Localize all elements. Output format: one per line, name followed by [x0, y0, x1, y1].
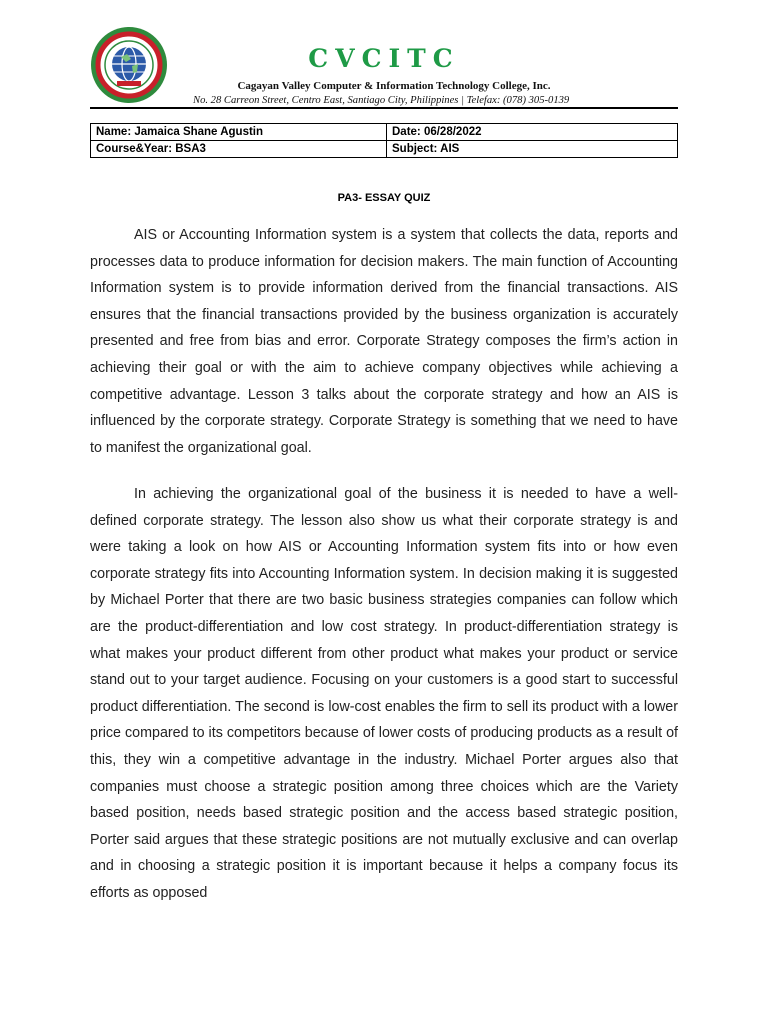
info-row: [91, 124, 678, 141]
college-full-name: Cagayan Valley Computer & Information Technology College, Inc.: [237, 80, 551, 92]
essay-paragraph-2: In achieving the organizational goal of the business it is needed to have a well-defined corporate strategy. The lesson also show us what their corporate strategy is and were taking a look on how AIS or Accounting Information system fits into or how even corporate strategy fits into Accounting Information system. In decision making it is suggested by Michael Porter that there are two basic business strategies companies can follow which are the product-differentiation and low cost strategy. In product-differentiation strategy is what makes your product different from other product what makes your product or service stand out to your target audience. Focusing on your customers is a good start to successful product differentiation. The second is low-cost enables the firm to sell its product with a lower price compared to its competitors because of lower costs of producing products as a result of this, they win a competitive advantage in the industry. Michael Porter argues also that companies must choose a strategic position among three choices which are the Variety based position, needs based strategic position and the access based strategic position, Porter said argues that these strategic positions are not mutually exclusive and can overlap and in choosing a strategic position it is important because it helps a company focus its efforts as opposed: [90, 486, 678, 901]
essay-paragraph-1: AIS or Accounting Information system is a system that collects the data, reports and processes data to produce information for decision makers. The main function of Accounting Information system is to provide information derived from the financial transactions. AIS ensures that the financial transactions provided by the business organization is accurately presented and free from bias and error. Corporate Strategy composes the firm’s action in achieving their goal or with the aim to achieve company objectives while achieving a competitive advantage. Lesson 3 talks about the corporate strategy and how an AIS is influenced by the corporate strategy. Corporate Strategy is something that we need to have to manifest the organizational goal.: [90, 227, 678, 456]
quiz-date: Date: 06/28/2022: [387, 124, 678, 141]
document-title: PA3- ESSAY QUIZ: [337, 192, 431, 204]
college-address: No. 28 Carreon Street, Centro East, Santiago City, Philippines | Telefax: (078) 305-0139: [193, 95, 570, 106]
school-name: CVCITC: [308, 44, 460, 73]
info-row: [91, 141, 678, 158]
subject: Subject: AIS: [387, 141, 678, 158]
student-name: Name: Jamaica Shane Agustin: [91, 124, 387, 141]
student-info-table: [90, 123, 678, 158]
course-year: Course&Year: BSA3: [91, 141, 387, 158]
header-divider: [90, 107, 678, 109]
